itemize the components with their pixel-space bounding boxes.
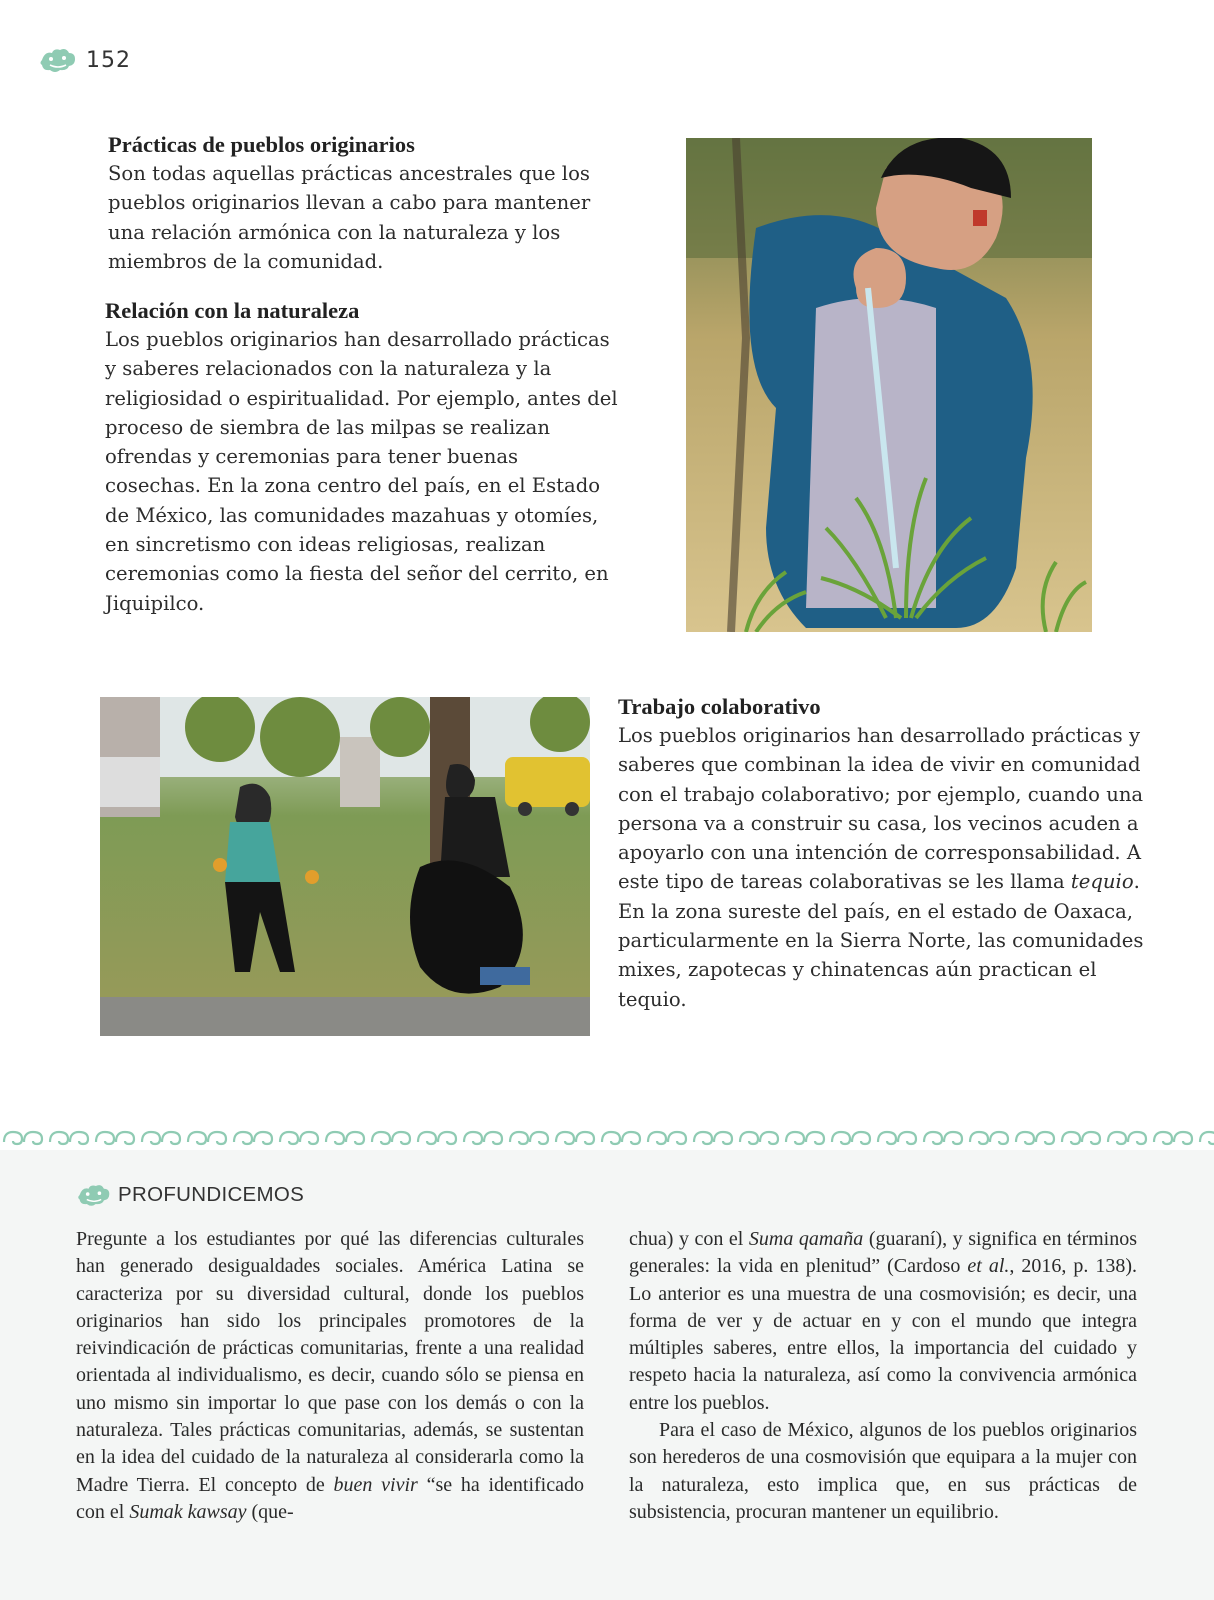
glyph-icon xyxy=(38,46,78,74)
ornamental-divider xyxy=(0,1126,1214,1150)
page-number: 152 xyxy=(86,47,131,73)
section-title: Prácticas de pueblos originarios xyxy=(108,132,415,157)
section-body: Son todas aquellas prácticas ancestrales que los pueblos originarios llevan a cabo para mantener una relación armónica con la naturaleza y los miembros de la comunidad. xyxy=(108,162,591,273)
paragraph-text: chua) y con el xyxy=(629,1228,749,1250)
paragraph-text: “se ha identificado con el xyxy=(76,1473,584,1523)
term-et-al: et al. xyxy=(967,1255,1010,1278)
profundicemos-title: PROFUNDICEMOS xyxy=(118,1183,305,1206)
paragraph-text: (que- xyxy=(246,1500,294,1523)
section-title: Trabajo colaborativo xyxy=(618,694,821,719)
section-body xyxy=(618,721,1158,1014)
profundicemos-column-2 xyxy=(629,1226,1137,1526)
photo-tree-planting-image xyxy=(686,138,1092,632)
paragraph xyxy=(629,1226,1137,1417)
photo-tree-planting xyxy=(686,138,1092,632)
section-practicas xyxy=(108,130,608,276)
photo-community-cleanup-image xyxy=(100,697,590,1036)
section-body: Los pueblos originarios han desarrollado prácticas y saberes relacionados con la naturaleza y la religiosidad o espiritualidad. Por ejemplo, antes del proceso de siembra de las milpas se realizan ofrendas y ceremonias para tener buenas cosechas. En la zona centro del país, en el Estado de México, las comunidades mazahuas y otomíes, en sincretismo con ideas religiosas, realizan ceremonias como la fiesta del señor del cerrito, en Jiquipilco. xyxy=(105,328,618,615)
photo-community-cleanup xyxy=(100,697,590,1036)
term-buen-vivir: buen vivir xyxy=(333,1473,418,1496)
section-title: Relación con la naturaleza xyxy=(105,298,360,323)
paragraph-text: Pregunte a los estudiantes por qué las diferencias culturales han generado desigualdades sociales. América Latina se caracteriza por su diversidad cultural, donde los pueblos originarios han sido los principales promotores de la reivindicación de prácticas comunitarias, frente a una realidad orientada al individualismo, es decir, cuando sólo se piensa en uno mismo sin importar lo que pase con los demás o con la naturaleza. Tales prácticas comunitarias, además, se sustentan en la idea del cuidado de la naturaleza al considerarla como la Madre Tierra. El concepto de xyxy=(76,1228,584,1496)
paragraph-text: (guaraní), y significa en términos generales: la vida en plenitud” (Cardoso xyxy=(629,1228,1137,1278)
paragraph: Para el caso de México, algunos de los pueblos originarios son herederos de una cosmovisión que equipara a la mujer con la naturaleza, esto implica que, en sus prácticas de subsistencia, procuran mantener un equilibrio. xyxy=(629,1419,1137,1523)
glyph-icon xyxy=(76,1182,112,1208)
page-header xyxy=(38,46,131,74)
profundicemos-column-1 xyxy=(76,1226,584,1526)
term-tequio: tequio xyxy=(1070,870,1134,894)
section-relacion xyxy=(105,296,620,618)
body-text: . En la zona sureste del país, en el estado de Oaxaca, particularmente en la Sierra Norte, las comunidades mixes, zapotecas y chinatencas aún practican el tequio. xyxy=(618,870,1144,1011)
paragraph xyxy=(76,1226,584,1526)
body-text: Los pueblos originarios han desarrollado prácticas y saberes que combinan la idea de vivir en comunidad con el trabajo colaborativo; por ejemplo, cuando una persona va a construir su casa, los vecinos acuden a apoyarlo con una intención de corresponsabilidad. A este tipo de tareas colaborativas se les llama xyxy=(618,724,1144,894)
section-trabajo xyxy=(618,692,1158,1014)
term-suma-qamana: Suma qamaña xyxy=(748,1228,864,1250)
paragraph-text: , 2016, p. 138). Lo anterior es una muestra de una cosmovisión; es decir, una forma de ver y de actuar en y con el mundo que integra múltiples saberes, entre ellos, la importancia del cuidado y respeto hacia la naturaleza, así como la convivencia armónica entre los pueblos. xyxy=(629,1255,1137,1414)
profundicemos-header xyxy=(76,1182,304,1208)
term-sumak-kawsay: Sumak kawsay xyxy=(129,1500,247,1523)
